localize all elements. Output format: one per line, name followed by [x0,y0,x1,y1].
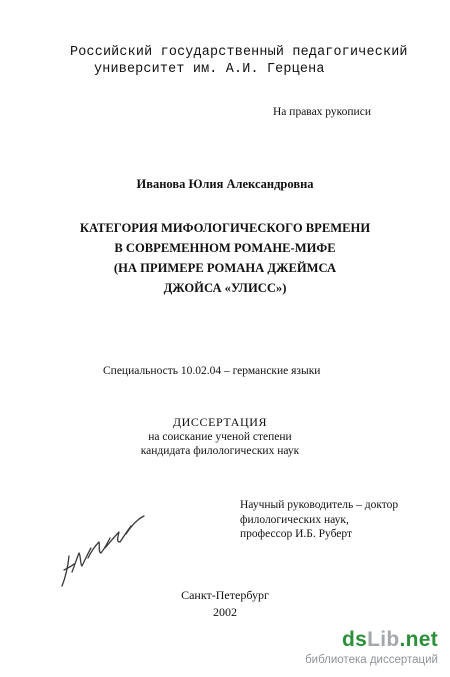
title-line-2: В СОВРЕМЕННОМ РОМАНЕ-МИФЕ [114,241,336,255]
advisor-line-1: Научный руководитель – доктор [240,499,399,511]
university-name [70,46,408,80]
dissertation-degree-block [135,415,305,459]
dslib-logo [248,628,438,652]
logo-part-lib: Lib [367,628,400,651]
advisor-line-2: филологических наук, [240,513,349,526]
author-name: Иванова Юлия Александровна [136,177,314,191]
logo-part-ds: ds [341,628,368,651]
scientific-advisor-block [240,498,398,542]
title-line-3: (НА ПРИМЕРЕ РОМАНА ДЖЕЙМСА [113,261,337,275]
publication-place-year [0,587,450,621]
title-line-1: КАТЕГОРИЯ МИФОЛОГИЧЕСКОГО ВРЕМЕНИ [79,221,371,235]
logo-part-net: .net [399,628,438,651]
handwritten-signature [58,508,148,593]
city: Санкт-Петербург [181,588,269,602]
university-line-1: Российский государственный педагогический [70,45,408,60]
dissertation-title [30,218,420,298]
year: 2002 [213,605,237,619]
degree-line-2: кандидата филологических наук [140,445,300,457]
specialty-line: Специальность 10.02.04 – германские языки [103,365,321,377]
dissertation-heading: ДИССЕРТАЦИЯ [172,415,268,429]
degree-line-1: на соискание ученой степени [148,430,292,443]
title-line-4: ДЖОЙСА «УЛИСС») [163,281,287,295]
dslib-watermark [248,628,438,674]
manuscript-rights-note: На правах рукописи [273,106,371,118]
university-line-2: университет им. А.И. Герцена [94,62,325,77]
advisor-line-3: профессор И.Б. Руберт [240,528,353,540]
dslib-subtitle: библиотека диссертаций [305,654,438,666]
